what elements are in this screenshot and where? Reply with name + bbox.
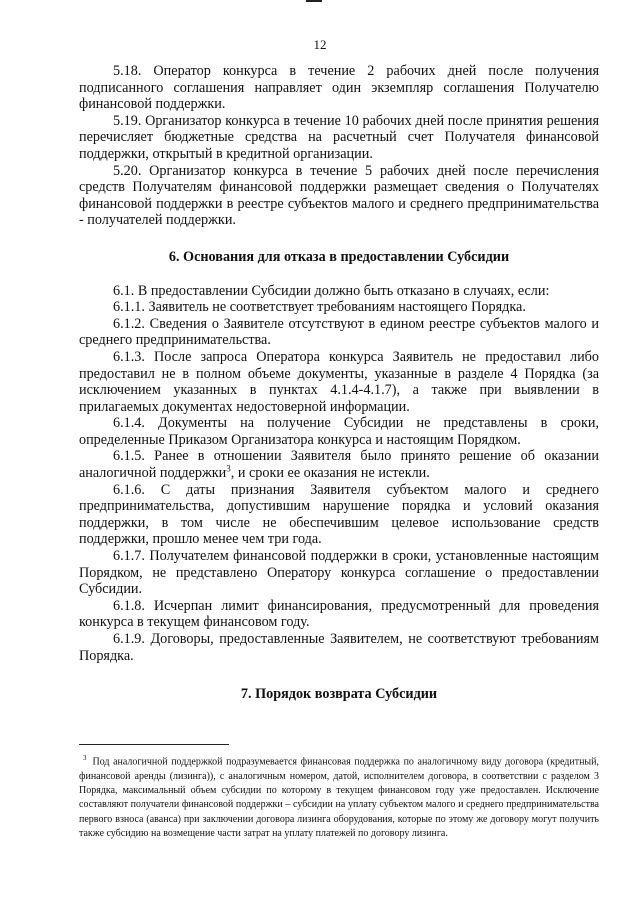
section-7-heading: 7. Порядок возврата Субсидии: [240, 686, 438, 703]
paragraph-6-1-4: 6.1.4. Документы на получение Субсидии не представлены в сроки, определенные Приказом Организатора конкурса и настоящим Порядком.: [79, 415, 599, 448]
paragraph-6-1: 6.1. В предоставлении Субсидии должно быть отказано в случаях, если:: [113, 282, 550, 299]
paragraph-5-18: 5.18. Оператор конкурса в течение 2 рабочих дней после получения подписанного соглашения направляет один экземпляр соглашения Получателю финансовой поддержки.: [79, 63, 599, 113]
paragraph-6-1-5-text: 6.1.5. Ранее в отношении Заявителя было принято решение об оказании аналогичной поддержки: [79, 448, 599, 482]
paragraph-6-1-3: 6.1.3. После запроса Оператора конкурса Заявитель не предоставил либо предоставил не в полном объеме документы, указанные в разделе 4 Порядка (за исключением указанных в пунктах 4.1.4-4.1.7), а также при выявлении в прилагаемых документах недостоверной информации.: [79, 348, 599, 415]
paragraph-6-1-6: 6.1.6. С даты признания Заявителя субъектом малого и среднего предпринимательства, допустившим нарушение порядка и условий оказания поддержки, в том числе не обеспечившим целевое использование средств поддержки, прошло менее чем три года.: [79, 481, 599, 548]
footnote-divider: [79, 744, 229, 745]
paragraph-6-1-2: 6.1.2. Сведения о Заявителе отсутствуют в едином реестре субъектов малого и среднего предпринимательства.: [79, 315, 599, 349]
footnote-mark: 3: [83, 754, 87, 762]
section-6-heading: 6. Основания для отказа в предоставлении Субсидии: [168, 248, 510, 265]
footnote: [79, 751, 599, 841]
paragraph-6-1-7: 6.1.7. Получателем финансовой поддержки в сроки, установленные настоящим Порядком, не представлено Оператору конкурса соглашение о предоставлении Субсидии.: [79, 548, 599, 598]
paragraph-6-1-8: 6.1.8. Исчерпан лимит финансирования, предусмотренный для проведения конкурса в текущем финансовом году.: [79, 597, 599, 631]
paragraph-5-20: 5.20. Организатор конкурса в течение 5 рабочих дней после перечисления средств Получателям финансовой поддержки размещает сведения о Получателях финансовой поддержки в реестре субъектов малого и среднего предпринимательства - получателей поддержки.: [79, 162, 599, 229]
paragraph-6-1-5-tail: , и сроки ее оказания не истекли.: [230, 465, 430, 482]
paragraph-6-1-5: [79, 448, 599, 481]
paragraph-6-1-9: 6.1.9. Договоры, предоставленные Заявителем, не соответствуют требованиям Порядка.: [79, 631, 599, 664]
footnote-text: Под аналогичной поддержкой подразумевается финансовая поддержка по аналогичному виду договора (кредитный, финансовой аренды (лизинга)), с аналогичным номером, датой, исполнителем договора, в соответствии с разделом 3 Порядка, максимальный объем субсидии по которому в текущем финансовом году уже предоставлен. Исключение составляют получатели финансовой поддержки – субсидии на уплату субъектом малого и среднего предпринимательства первого взноса (аванса) при заключении договора лизинга оборудования, которые по этому же договору могут получить также субсидию на возмещение части затрат на уплату платежей по договору лизинга.: [79, 756, 599, 839]
document-body: [79, 63, 599, 720]
top-edge-mark: [306, 0, 322, 2]
footnote-reference: 3: [226, 463, 231, 474]
page-number: 12: [313, 37, 327, 52]
paragraph-5-19: 5.19. Организатор конкурса в течение 10 рабочих дней после принятия решения перечисляет бюджетные средства на расчетный счет Получателя финансовой поддержки, открытый в кредитной организации.: [79, 112, 599, 162]
paragraph-6-1-1: 6.1.1. Заявитель не соответствует требованиям настоящего Порядка.: [113, 299, 526, 316]
